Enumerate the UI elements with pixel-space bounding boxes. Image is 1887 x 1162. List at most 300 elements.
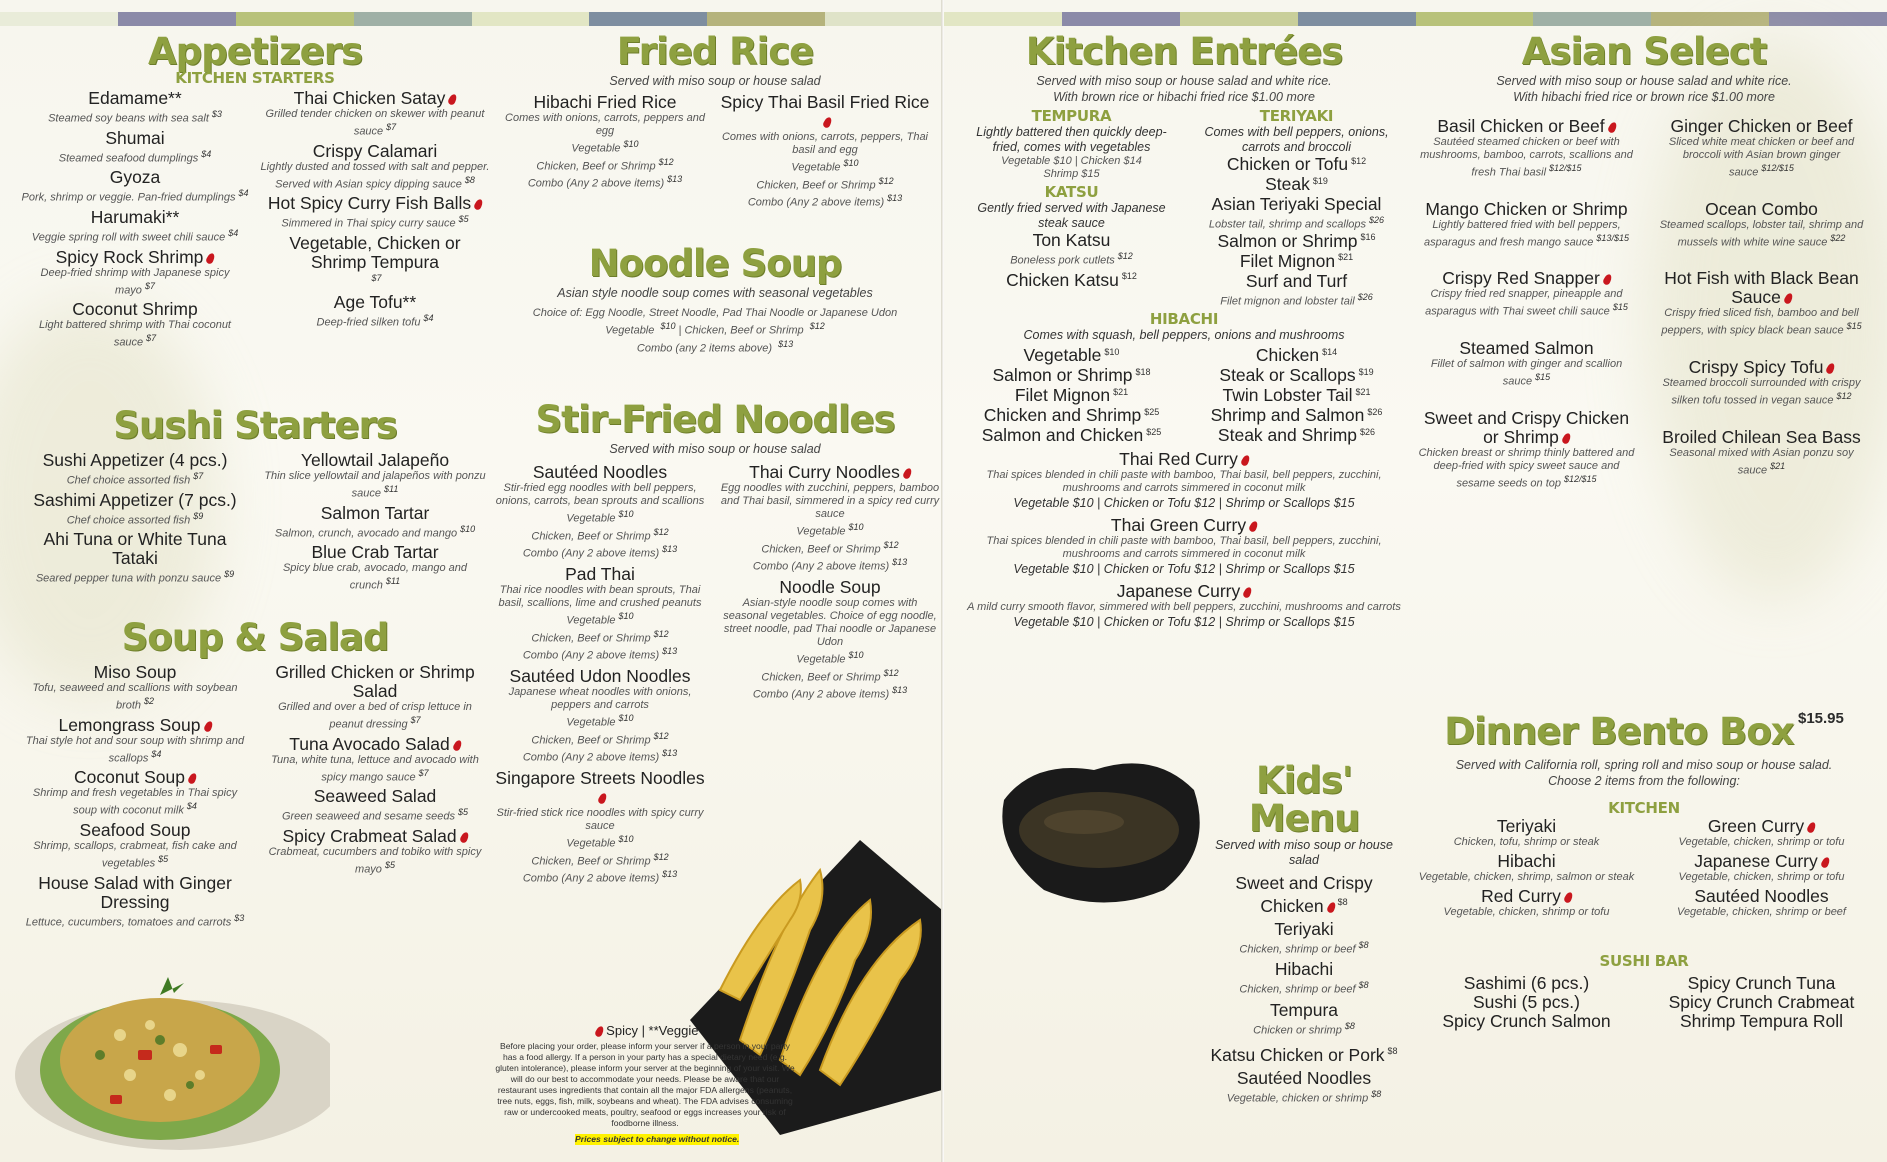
menu-item-name: Chicken Katsu [1006, 269, 1119, 290]
menu-item-description: Shrimp and fresh vegetables in Thai spicy soup with coconut milk [32, 787, 238, 817]
section-intro: Served with California roll, spring roll and miso soup or house salad. Choose 2 items from the following: [1455, 758, 1833, 788]
sushi-item: Spicy Crunch Crabmeat [1668, 992, 1855, 1012]
menu-item-description: Chicken, shrimp or beef [1239, 984, 1356, 997]
section-intro: With brown rice or hibachi fried rice $1.00 more [1053, 90, 1315, 104]
menu-item-label: Age Tofu** [333, 291, 417, 312]
menu-item-label: Hibachi Fried Rice [533, 92, 677, 112]
menu-item [1189, 426, 1404, 446]
menu-item-description: Steamed seafood dumplings [58, 152, 199, 165]
menu-item [1649, 428, 1874, 478]
menu-item-name [1414, 817, 1639, 836]
price-line [720, 157, 930, 175]
price: $14 [1322, 346, 1338, 357]
menu-item-name: Steak or Scallops [1219, 365, 1356, 386]
menu-item-desc [1414, 871, 1639, 884]
chili-icon [452, 739, 463, 752]
menu-item-name [260, 194, 490, 213]
decorative-top-bar [0, 12, 943, 26]
kids-menu-section [1204, 759, 1404, 1109]
menu-item [260, 293, 490, 330]
menu-item-name [720, 93, 930, 131]
menu-item-desc [1414, 906, 1639, 919]
menu-item-description: Shrimp, scallops, crabmeat, fish cake and vegetables [33, 839, 237, 870]
menu-item-desc [20, 148, 250, 166]
price: $26 [1369, 215, 1385, 225]
menu-item-description: Deep-fried silken tofu [316, 316, 421, 329]
menu-item-desc [1649, 447, 1874, 478]
menu-item [1649, 852, 1874, 884]
allergy-notice: Before placing your order, please inform your server if a person in your party has a food allergy. If a person in your party has a special dietary need (e.g. gluten intolerance), please inform your server at the beginning of your visit. We will do our best to accommodate your needs. Please be aware that our restaurant uses ingredients that contain all the major FDA allergens (peanuts, tree nuts, eggs, fish, milk, soybeans and wheat). The FDA advises consuming raw or undercooked meats, poultry, seafood or eggs increases your risk of foodborne illness. [495, 1041, 795, 1128]
menu-item-desc [1414, 447, 1639, 491]
price-label: Combo (Any 2 above items) [522, 649, 660, 662]
menu-item-label: Spicy Rock Shrimp [55, 246, 204, 267]
menu-item-description: Chef choice assorted fish [66, 474, 191, 487]
menu-item-name [490, 565, 710, 584]
menu-item-name: Chicken and Shrimp [983, 405, 1142, 426]
menu-item-name [20, 208, 250, 227]
price: $10 [843, 158, 859, 168]
price: $21 [1355, 386, 1371, 397]
bento-price: $15.95 [1797, 710, 1844, 727]
menu-item-description: Light battered shrimp with Thai coconut sauce [39, 319, 231, 349]
price: $21 [1338, 252, 1354, 263]
menu-item-desc [1649, 219, 1874, 250]
menu-item-label: Sautéed Udon Noodles [509, 665, 691, 686]
menu-item [20, 89, 250, 126]
price-line [490, 628, 710, 646]
chili-icon [594, 1025, 605, 1038]
menu-item-name [260, 451, 490, 470]
spicy-legend [495, 1023, 795, 1038]
menu-item [1189, 346, 1404, 366]
menu-item-desc: Filet mignon and lobster tail [1220, 295, 1355, 308]
menu-item-description: Vegetable, chicken or shrimp [1226, 1092, 1369, 1105]
menu-item [260, 142, 490, 192]
price: $4 [238, 188, 249, 199]
menu-item-description: Sliced white meat chicken or beef and broccoli with Asian brown ginger sauce [1668, 136, 1855, 179]
price: $8 [1344, 1021, 1355, 1032]
menu-item-name [1204, 1001, 1404, 1020]
menu-item-label: Crispy Spicy Tofu [1688, 356, 1824, 377]
menu-item-description: Veggie spring roll with sweet chili sauce [31, 231, 226, 244]
price: $12 [653, 730, 669, 741]
menu-item-name [260, 787, 490, 806]
menu-item-name: Filet Mignon [1014, 385, 1111, 406]
price: $12 [653, 628, 669, 639]
price-label: Combo (Any 2 above items) [527, 177, 665, 190]
menu-item-name [1204, 920, 1404, 939]
chili-icon [1607, 121, 1618, 134]
price: $12 [658, 156, 674, 167]
menu-item-desc [260, 806, 490, 824]
price: $4 [228, 227, 239, 238]
prices-note: Prices subject to change without notice. [575, 1134, 740, 1144]
menu-item-name [20, 451, 250, 470]
price-label: Vegetable [605, 324, 655, 337]
menu-item-name: Steak and Shrimp [1217, 425, 1358, 446]
chili-icon [1240, 454, 1251, 467]
menu-item [260, 663, 490, 732]
menu-item-name [260, 89, 490, 108]
price: $7 [418, 767, 429, 778]
price-label: Combo (any 2 items above) [636, 342, 773, 355]
menu-item-name [1204, 874, 1404, 916]
tempura-desc: Lightly battered then quickly deep-fried, comes with vegetables [976, 125, 1167, 154]
menu-item [1414, 887, 1639, 919]
menu-item-name [1649, 428, 1874, 447]
menu-item-desc [260, 470, 490, 501]
menu-item-label: Steamed Salmon [1459, 337, 1594, 358]
price: $10 [1104, 346, 1120, 357]
price: $12 [1117, 251, 1133, 261]
price: $4 [186, 801, 197, 812]
menu-item-description: Tofu, seaweed and scallions with soybean broth [32, 682, 238, 712]
price: $7 [371, 272, 382, 283]
noodle-choice: Choice of: Egg Noodle, Street Noodle, Pad Thai Noodle or Japanese Udon [532, 307, 898, 319]
curry-prices: Vegetable $10 | Chicken or Tofu $12 | Shrimp or Scallops $15 [1013, 615, 1355, 630]
menu-item-name [964, 516, 1404, 535]
menu-item-desc [1414, 836, 1639, 849]
section-intro: Served with miso soup or house salad and white rice. [1496, 74, 1792, 88]
footer-notes [495, 1023, 795, 1147]
price: $7 [146, 333, 157, 344]
menu-item-name [1649, 269, 1874, 307]
price: $16 [1360, 232, 1376, 243]
menu-item-label: Japanese Curry [1694, 851, 1818, 871]
menu-item-label: Spicy Thai Basil Fried Rice [720, 92, 930, 112]
menu-item-description: Grilled tender chicken on skewer with peanut sauce [265, 108, 485, 138]
price-label: Chicken, Beef or Shrimp [531, 855, 651, 868]
menu-item [20, 530, 250, 586]
price: $26 [1360, 426, 1376, 437]
menu-item-name [1204, 1069, 1404, 1088]
chili-icon [473, 198, 484, 211]
menu-item-name [1414, 887, 1639, 906]
menu-item-name [1649, 117, 1874, 136]
price-line [500, 138, 710, 156]
menu-item-desc: Lobster tail, shrimp and scallops [1208, 218, 1367, 231]
menu-item-label: Vegetable, Chicken or Shrimp Tempura [289, 232, 461, 272]
menu-item-label: Blue Crab Tartar [311, 542, 439, 563]
section-title: Kitchen Entrées [1025, 30, 1343, 73]
section-title: Noodle Soup [588, 242, 842, 285]
price-line [490, 645, 710, 663]
menu-item-description: Seasonal mixed with Asian ponzu soy sauce [1669, 446, 1854, 477]
price: $9 [193, 510, 204, 521]
curry-prices: Vegetable $10 | Chicken or Tofu $12 | Shrimp or Scallops $15 [1013, 562, 1355, 577]
menu-item-label: Seaweed Salad [313, 786, 437, 807]
price-line [720, 192, 930, 210]
price: $13/$15 [1596, 232, 1629, 243]
chili-icon [1248, 520, 1259, 533]
menu-item-desc [1204, 939, 1404, 957]
price-label: Vegetable [571, 142, 621, 155]
sushi-item: Spicy Crunch Salmon [1442, 1011, 1611, 1031]
menu-item [1189, 406, 1404, 426]
chili-icon [1326, 901, 1337, 914]
menu-item-name [20, 300, 250, 319]
price: $7 [410, 715, 421, 725]
menu-item [964, 406, 1179, 426]
price-line [490, 508, 710, 526]
menu-left-page [0, 0, 943, 1162]
menu-item-desc [260, 108, 490, 139]
price-label: Vegetable [796, 653, 846, 666]
menu-item [490, 565, 710, 663]
menu-item-label: Crispy Calamari [312, 140, 438, 161]
price-label: Chicken, Beef or Shrimp [531, 530, 651, 543]
menu-item-label: Lemongrass Soup [58, 714, 201, 735]
menu-item-description: Pork, shrimp or veggie. Pan-fried dumplings [21, 191, 236, 204]
menu-item-name [260, 663, 490, 701]
price: $21 [1770, 460, 1786, 471]
menu-item-label: Thai Red Curry [1119, 449, 1238, 470]
price-label: Vegetable [566, 837, 616, 850]
sauce-bowl-photo [984, 760, 1214, 910]
menu-item-desc [20, 735, 250, 766]
price-label: Chicken, Beef or Shrimp [761, 671, 881, 684]
menu-item [1414, 200, 1639, 250]
menu-item-description: Lettuce, cucumbers, tomatoes and carrots [25, 916, 232, 929]
menu-item-desc [260, 701, 490, 732]
section-title: Soup & Salad [121, 616, 389, 659]
menu-item-description: Tuna, white tuna, lettuce and avocado with spicy mango sauce [271, 753, 479, 784]
menu-item-desc [20, 319, 250, 350]
menu-item-description: Seared pepper tuna with ponzu sauce [35, 572, 222, 585]
price-label: Combo (Any 2 above items) [747, 196, 885, 209]
price: $13 [778, 338, 794, 349]
menu-item-desc [260, 213, 490, 231]
price: $7 [144, 280, 155, 291]
menu-item-desc [20, 510, 250, 528]
menu-item-description: Sautéed steamed chicken or beef with mushrooms, bamboo, carrots, scallions and fresh Thai basil [1420, 136, 1633, 179]
menu-item [1414, 339, 1639, 389]
menu-item-desc: A mild curry smooth flavor, simmered with bell peppers, zucchini, mushrooms and carrots [967, 601, 1401, 614]
menu-item-label: Singapore Streets Noodles [495, 767, 705, 788]
chili-icon [822, 116, 833, 129]
menu-item-desc [260, 754, 490, 785]
menu-item-name [1649, 358, 1874, 377]
price: $10 [848, 649, 864, 660]
chili-icon [1242, 586, 1253, 599]
menu-item-desc [260, 562, 490, 593]
kids-item [1204, 1001, 1404, 1038]
price-label: Vegetable [796, 525, 846, 538]
menu-item-name [1649, 887, 1874, 906]
menu-item [1649, 887, 1874, 919]
menu-item-description: Chicken, tofu, shrimp or steak [1453, 836, 1600, 848]
menu-item [20, 168, 250, 205]
price-line [490, 610, 710, 628]
price: $8 [1387, 1045, 1398, 1056]
menu-item-label: Sushi Appetizer (4 pcs.) [42, 450, 228, 470]
menu-item-description: Vegetable, chicken, shrimp or beef [1677, 906, 1846, 918]
chili-icon [205, 252, 216, 265]
price-label: Chicken, Beef or Shrimp [756, 179, 876, 192]
menu-item-desc [1649, 906, 1874, 919]
menu-item-desc: Stir-fried egg noodles with bell peppers, onions, carrots, bean sprouts and scallions [495, 482, 705, 507]
menu-item [20, 663, 250, 713]
chili-icon [597, 792, 608, 805]
bento-kitchen-title: KITCHEN [1608, 799, 1680, 817]
menu-item [20, 451, 250, 488]
menu-item-desc [1649, 377, 1874, 408]
menu-item [260, 194, 490, 231]
price: $11 [384, 484, 399, 494]
sushi-starters-section [20, 404, 490, 596]
menu-item [1414, 117, 1639, 180]
price: $7 [386, 122, 397, 132]
menu-item-desc [20, 227, 250, 245]
price: $22 [1830, 232, 1846, 243]
price-line [720, 521, 940, 539]
menu-item-description: Chicken or shrimp [1253, 1024, 1342, 1037]
price-line [490, 712, 710, 730]
price-label: Chicken, Beef or Shrimp [531, 632, 651, 645]
menu-item-name [20, 129, 250, 148]
section-title: Appetizers [148, 30, 362, 73]
price: $8 [1358, 980, 1369, 991]
bento-section [1414, 710, 1874, 1031]
price: $3 [211, 109, 222, 119]
menu-item-name: Surf and Turf [1245, 270, 1348, 291]
menu-item-label: Crispy Red Snapper [1442, 268, 1600, 289]
menu-item-label: Sweet and Crispy Chicken [1235, 873, 1373, 916]
menu-item-description: Vegetable, chicken, shrimp or tofu [1678, 836, 1845, 848]
price: $8 [1337, 897, 1348, 907]
chili-icon [187, 772, 198, 785]
soup-salad-section [20, 616, 490, 932]
menu-item-desc: Japanese wheat noodles with onions, peppers and carrots [508, 685, 692, 711]
price-label: Combo (Any 2 above items) [522, 751, 660, 764]
tempura-title: TEMPURA [1031, 107, 1112, 125]
menu-item-label: Noodle Soup [779, 576, 881, 597]
price: $13 [662, 748, 678, 759]
price-label: Vegetable [566, 512, 616, 525]
price: $13 [887, 193, 903, 204]
menu-item-label: Sashimi Appetizer (7 pcs.) [33, 489, 237, 510]
menu-item-description: Crispy fried red snapper, pineapple and asparagus with Thai sweet chili sauce [1425, 288, 1623, 318]
menu-item-name [260, 543, 490, 562]
price: $10 [460, 523, 476, 534]
price-label: Chicken, Beef or Shrimp [536, 160, 656, 173]
price-line [500, 156, 710, 174]
menu-item-label: Seafood Soup [79, 819, 191, 840]
kids-item [1204, 960, 1404, 997]
noodle-combo-line [500, 338, 930, 356]
menu-item-label: Teriyaki [1274, 918, 1334, 939]
menu-item-description: Steamed soy beans with sea salt [48, 112, 209, 125]
tempura-prices: Shrimp $15 [1043, 168, 1100, 180]
price: $5 [458, 807, 469, 818]
menu-item-desc [20, 840, 250, 871]
menu-item-name [1649, 817, 1874, 836]
chili-icon [1820, 856, 1831, 869]
price: $26 [1357, 291, 1373, 302]
menu-item-desc: Comes with onions, carrots, peppers, Thai basil and egg [721, 131, 929, 156]
curry-item [964, 450, 1404, 511]
price-line [720, 556, 940, 574]
menu-item-label: Spicy Crabmeat Salad [282, 825, 457, 846]
section-title: Stir-Fried Noodles [535, 398, 895, 441]
menu-item-name [720, 463, 940, 482]
menu-item [720, 93, 930, 210]
katsu-title: KATSU [1044, 183, 1099, 201]
sushi-item: Sashimi (6 pcs.) [1463, 973, 1590, 993]
menu-item-label: Basil Chicken or Beef [1437, 116, 1605, 136]
menu-item-desc [260, 846, 490, 877]
price: $25 [1146, 426, 1162, 437]
menu-item-name [964, 582, 1404, 601]
price: $19 [1358, 366, 1374, 377]
menu-item-description: Vegetable, chicken, shrimp or tofu [1678, 871, 1845, 883]
menu-item [20, 874, 250, 930]
menu-item-desc [1649, 871, 1874, 884]
menu-item [964, 386, 1179, 406]
price: $12 [883, 539, 899, 550]
menu-item-desc: Comes with onions, carrots, peppers and egg [505, 112, 705, 137]
menu-item-name: Filet Mignon [1239, 250, 1336, 271]
chili-icon [1561, 432, 1572, 445]
price: $4 [201, 148, 212, 159]
menu-item-desc [20, 470, 250, 488]
menu-item [1649, 200, 1874, 250]
price: $13 [892, 557, 908, 568]
price: $10 [848, 522, 864, 532]
menu-item [1649, 117, 1874, 180]
menu-item-desc [20, 187, 250, 205]
menu-item-name [1649, 852, 1874, 871]
menu-item-description: Simmered in Thai spicy curry sauce [281, 217, 456, 230]
menu-item-desc [20, 108, 250, 126]
menu-item-label: Broiled Chilean Sea Bass [1662, 426, 1861, 447]
price: $9 [224, 569, 235, 580]
menu-item-label: Edamame** [88, 88, 182, 108]
menu-item-label: Sautéed Noodles [1694, 886, 1829, 906]
menu-item-desc: Asian-style noodle soup comes with seasonal vegetables. Choice of egg noodle, street noodle, pad Thai noodle or Japanese Udon [723, 596, 937, 648]
price: $10 [618, 833, 634, 844]
menu-item-name [1649, 200, 1874, 219]
menu-item-description: Steamed scallops, lobster tail, shrimp and mussels with white wine sauce [1659, 218, 1864, 249]
menu-item-name: Chicken [1255, 345, 1320, 366]
menu-item-label: Tuna Avocado Salad [289, 733, 450, 754]
fried-rice-photo [10, 955, 330, 1155]
section-title: Kids' [1255, 759, 1353, 802]
price-line [490, 851, 710, 869]
menu-item-description: Steamed broccoli surrounded with crispy silken tofu tossed in vegan sauce [1662, 376, 1861, 407]
menu-item-label: Grilled Chicken or Shrimp Salad [275, 662, 475, 701]
menu-item [490, 769, 710, 886]
menu-item-label: Green Curry [1707, 816, 1805, 836]
asian-select-section [1414, 30, 1874, 510]
menu-item-label: House Salad with Ginger Dressing [38, 872, 232, 912]
menu-item-desc [1414, 136, 1639, 180]
menu-item-label: Hot Spicy Curry Fish Balls [267, 193, 472, 214]
menu-item [260, 735, 490, 785]
menu-item [1649, 817, 1874, 849]
menu-item-desc [1414, 288, 1639, 319]
chili-icon [902, 467, 913, 480]
section-intro: Served with miso soup or house salad [609, 442, 821, 456]
menu-item-name [20, 248, 250, 267]
section-subtitle: KITCHEN STARTERS [175, 69, 335, 87]
menu-item-description: Chef choice assorted fish [66, 514, 191, 527]
price: $12 [1836, 390, 1852, 401]
menu-item-label: Ocean Combo [1705, 198, 1818, 219]
menu-item [720, 463, 940, 574]
section-title: Asian Select [1521, 30, 1767, 73]
menu-item-description: Lightly battered fried with bell peppers, asparagus and fresh mango sauce [1424, 218, 1621, 249]
